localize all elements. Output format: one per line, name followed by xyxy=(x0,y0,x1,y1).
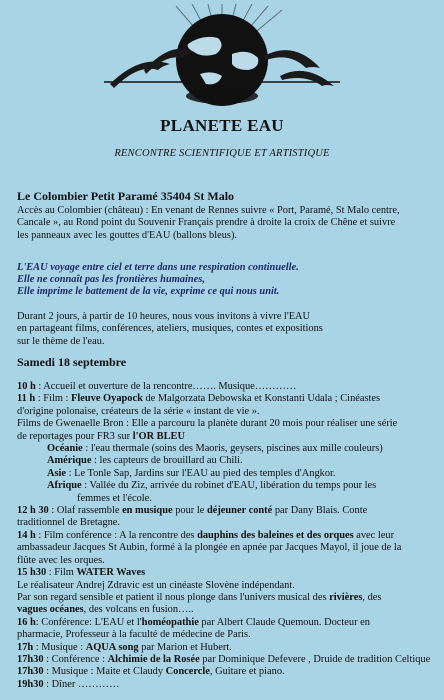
venue-line: les panneaux avec les gouttes d'EAU (ballons bleus). xyxy=(17,229,238,241)
program-line: 17h30 : Musique : Maite et Claudy Concercle, Guitare et piano. xyxy=(17,666,285,678)
program-line: Le réalisateur Andrej Zdravic est un cinéaste Slovène indépendant. xyxy=(17,579,295,591)
program-line: Par son regard sensible et patient il nous plonge dans l'univers musical des rivières, des xyxy=(17,591,382,603)
planete-eau-logo xyxy=(104,4,340,110)
program-line: 10 h : Accueil et ouverture de la rencontre……. Musique………… xyxy=(17,381,297,392)
dolphin-left-1 xyxy=(110,62,170,89)
motto-line: Elle ne connaît pas les frontières humaines, xyxy=(17,274,205,285)
program-line: 12 h 30 : Olaf rassemble en musique pour le déjeuner conté par Dany Blais. Conte xyxy=(17,505,368,517)
time: 16 h xyxy=(17,616,36,628)
time: 14 h xyxy=(17,529,36,541)
time: 17h30 xyxy=(17,666,44,678)
time: 12 h 30 xyxy=(17,505,49,517)
program-line: de reportages pour FR3 sur l'OR BLEU xyxy=(17,430,185,442)
time: 15 h30 xyxy=(17,567,47,579)
program-line: 17h30 : Conférence : Alchimie de la Rosée par Dominique Defevere , Druide de tradition Celtique xyxy=(17,653,431,665)
intro-line: Durant 2 jours, à partir de 10 heures, nous vous invitons à vivre l'EAU xyxy=(17,311,311,322)
program-line: ambassadeur Jacques St Aubin, formé à la plongée en apnée par Jacques Mayol, il joue de la xyxy=(17,542,402,554)
venue-line: Cancale », au Rond point du Souvenir Français prendre à droite la croix de Chêne et suivre xyxy=(17,217,396,229)
program-line: 17h : Musique : AQUA song par Marion et Hubert. xyxy=(17,641,232,653)
program-line: 16 h: Conférence: L'EAU et l'homéopathie par Albert Claude Quemoun. Docteur en xyxy=(17,616,370,628)
motto xyxy=(17,262,437,298)
page-title: PLANETE EAU xyxy=(160,116,284,135)
motto-line: Elle imprime le battement de la vie, exprime ce qui nous unit. xyxy=(17,286,280,297)
page-subtitle: RENCONTRE SCIENTIFIQUE ET ARTISTIQUE xyxy=(114,148,330,159)
program-line: 14 h : Film conférence : A la rencontre des dauphins des baleines et des orques avec leur xyxy=(17,529,395,541)
program-line: Amérique : les capteurs de brouillard au Chili. xyxy=(47,455,243,467)
program-line: d'origine polonaise, créateurs de la série « instant de vie ». xyxy=(17,405,260,417)
time: 19h30 xyxy=(17,678,44,690)
program-line: femmes et l'école. xyxy=(77,492,152,504)
time: 17h30 xyxy=(17,653,44,665)
program-line: vagues océanes, des volcans en fusion….. xyxy=(17,604,194,616)
program xyxy=(17,381,437,691)
time: 11 h xyxy=(17,393,36,405)
intro xyxy=(17,311,437,348)
program-line: 11 h : Film : Fleuve Oyapock de Malgorzata Debowska et Konstanti Udala ; Cinéastes xyxy=(17,393,381,405)
program-line: flûte avec les orques. xyxy=(17,554,105,566)
program-line: 19h30 : Dîner ………… xyxy=(17,678,120,690)
program-line: Océanie : l'eau thermale (soins des Maoris, geysers, piscines aux mille couleurs) xyxy=(47,443,383,455)
intro-line: en partageant films, conférences, ateliers, musiques, contes et expositions xyxy=(17,323,323,335)
venue-line: Accès au Colombier (château) : En venant de Rennes suivre « Port, Paramé, St Malo centre, xyxy=(17,205,400,216)
venue-directions xyxy=(17,205,437,242)
motto-line: L'EAU voyage entre ciel et terre dans une respiration continuelle. xyxy=(17,262,299,273)
time: 17h xyxy=(17,641,34,653)
program-line: Asie : Le Tonle Sap, Jardins sur l'EAU au pied des temples d'Angkor. xyxy=(47,467,336,479)
time: 10 h xyxy=(17,381,36,392)
day-heading: Samedi 18 septembre xyxy=(17,355,127,369)
program-line: pharmacie, Professeur à la faculté de médecine de Paris. xyxy=(17,629,251,641)
program-line: traditionnel de Bretagne. xyxy=(17,517,121,529)
program-line: Afrique : Vallée du Ziz, arrivée du robinet d'EAU, libération du temps pour les xyxy=(47,480,377,492)
intro-line: sur le thème de l'eau. xyxy=(17,335,105,347)
dolphin-right-2 xyxy=(280,71,334,86)
program-line: Films de Gwenaelle Bron : Elle a parcouru la planète durant 20 mois pour réaliser une série xyxy=(17,418,398,430)
dolphin-right-1 xyxy=(264,50,320,68)
venue-heading: Le Colombier Petit Paramé 35404 St Malo xyxy=(17,189,235,203)
program-line: 15 h30 : Film WATER Waves xyxy=(17,567,146,579)
